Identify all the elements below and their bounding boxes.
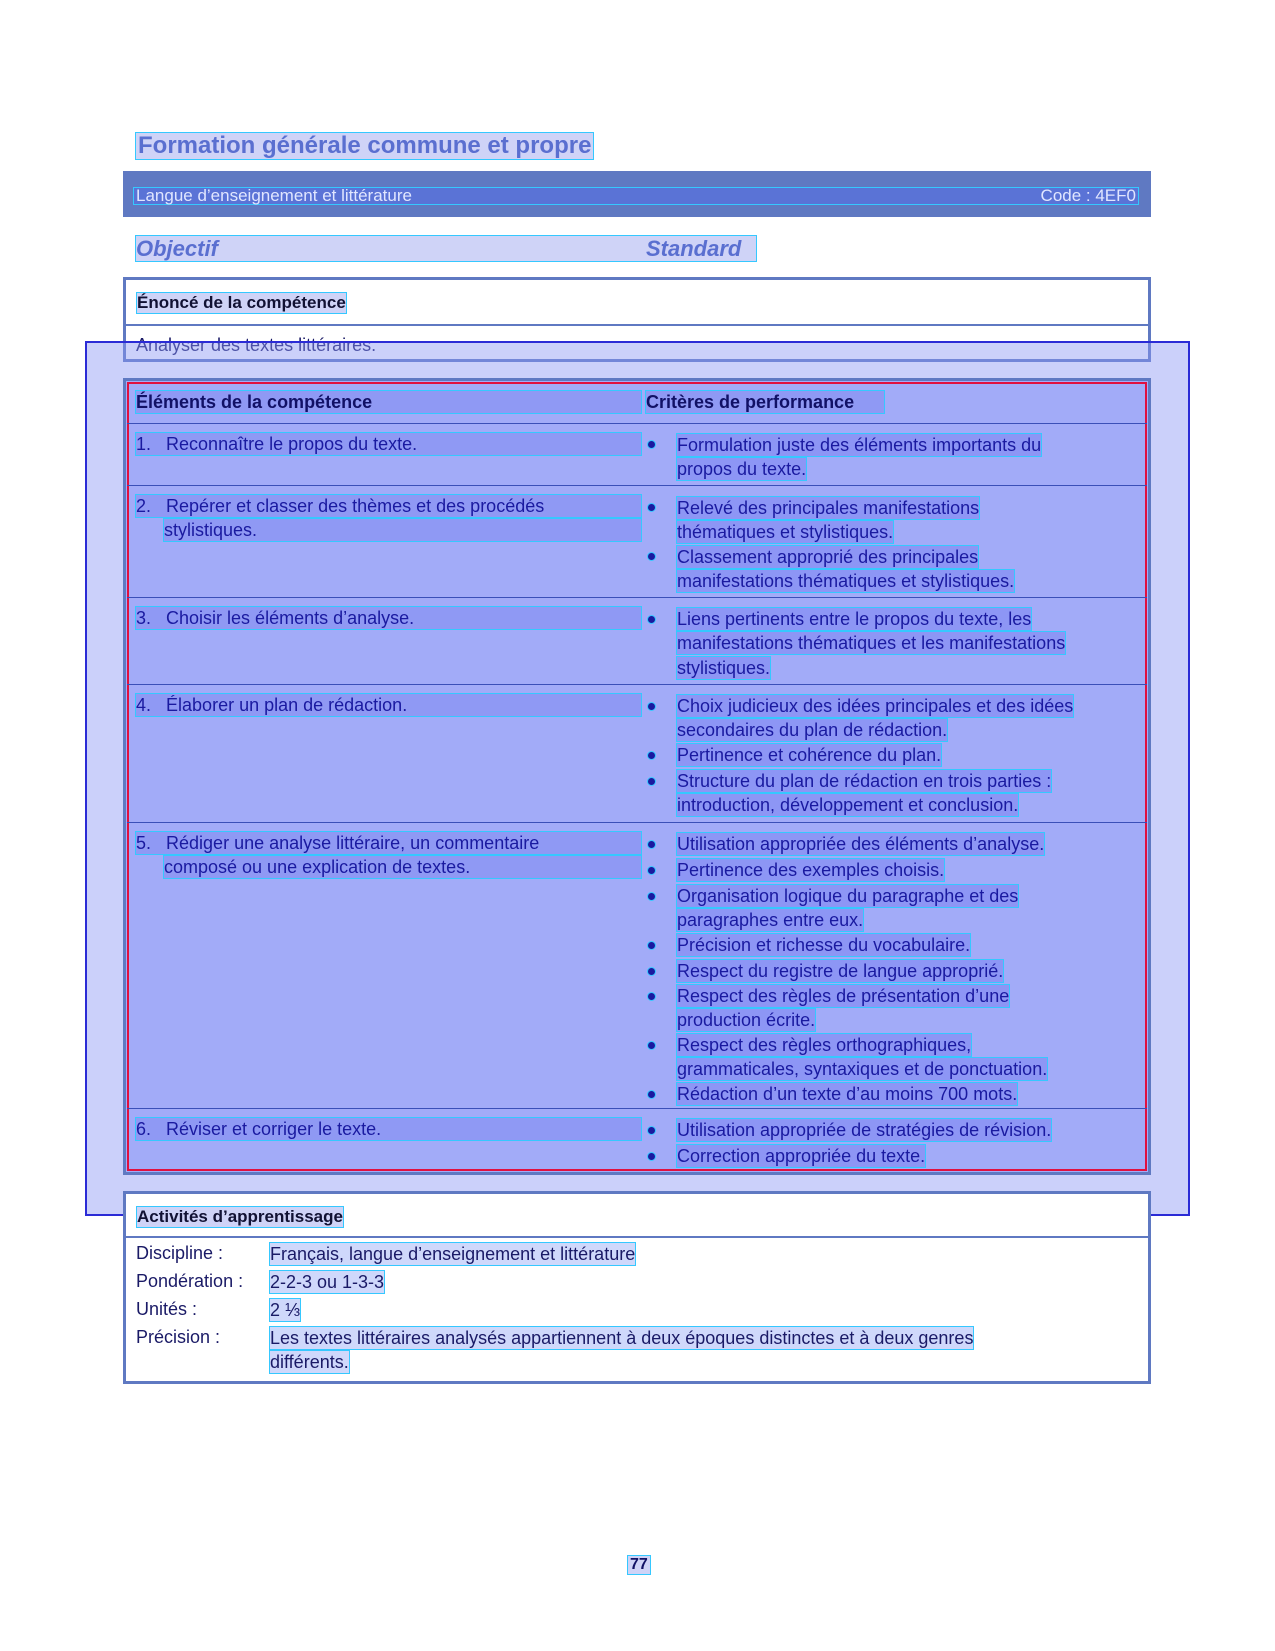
table-row-3-element: 3. Choisir les éléments d’analyse. (135, 606, 642, 630)
criterion-5-4: Précision et richesse du vocabulaire. (677, 935, 971, 955)
page-number: 77 (627, 1555, 651, 1575)
table-row-6-element: 6. Réviser et corriger le texte. (135, 1117, 642, 1141)
bullet-icon (647, 1126, 656, 1135)
discipline-value: Français, langue d’enseignement et littérature (270, 1244, 636, 1264)
bullet-icon (647, 892, 656, 901)
criterion-4-1-line2: secondaires du plan de rédaction. (677, 720, 948, 740)
bullet-icon (647, 866, 656, 875)
criterion-5-5: Respect du registre de langue approprié. (677, 961, 1004, 981)
page-title: Formation générale commune et propre (135, 132, 594, 160)
criterion-2-1-line1: Relevé des principales manifestations (677, 498, 980, 518)
bullet-icon (647, 1090, 656, 1099)
unites-value: 2 ⅓ (270, 1300, 301, 1320)
criterion-5-6-line1: Respect des règles de présentation d’une (677, 986, 1010, 1006)
competence-heading: Énoncé de la compétence (137, 293, 346, 312)
bullet-icon (647, 941, 656, 950)
criterion-5-7-line1: Respect des règles orthographiques, (677, 1035, 972, 1055)
bullet-icon (647, 967, 656, 976)
criterion-5-8: Rédaction d’un texte d’au moins 700 mots. (677, 1084, 1018, 1104)
criterion-5-2: Pertinence des exemples choisis. (677, 860, 945, 880)
objective-label: Objectif (136, 236, 218, 261)
criterion-3-1-line2: manifestations thématiques et les manifestations (677, 633, 1066, 653)
elements-column-header: Éléments de la compétence (135, 390, 642, 414)
criterion-3-1-line3: stylistiques. (677, 658, 771, 678)
course-code: Code : 4EF0 (1040, 186, 1136, 205)
criterion-5-6-line2: production écrite. (677, 1010, 816, 1030)
table-row-1-element: 1. Reconnaître le propos du texte. (135, 432, 642, 456)
competence-statement: Analyser des textes littéraires. (136, 335, 377, 355)
objective-row (135, 235, 757, 262)
criterion-1-1-line2: propos du texte. (677, 459, 807, 479)
bullet-icon (647, 751, 656, 760)
table-row-5-element: 5. Rédiger une analyse littéraire, un commentaire (135, 831, 642, 855)
bullet-icon (647, 1041, 656, 1050)
discipline-label: Discipline : (136, 1243, 224, 1263)
precision-label: Précision : (136, 1327, 221, 1347)
criterion-5-1: Utilisation appropriée des éléments d’analyse. (677, 834, 1045, 854)
criterion-6-2: Correction appropriée du texte. (677, 1146, 926, 1166)
ponderation-label: Pondération : (136, 1271, 244, 1291)
criterion-5-7-line2: grammaticales, syntaxiques et de ponctuation. (677, 1059, 1048, 1079)
criterion-3-1-line1: Liens pertinents entre le propos du texte, les (677, 609, 1032, 629)
bullet-icon (647, 615, 656, 624)
bullet-icon (647, 777, 656, 786)
bullet-icon (647, 992, 656, 1001)
bullet-icon (647, 503, 656, 512)
standard-label: Standard (646, 236, 742, 261)
bullet-icon (647, 552, 656, 561)
bullet-icon (647, 1152, 656, 1161)
table-row-2-element-line2: stylistiques. (163, 518, 642, 542)
bullet-icon (647, 702, 656, 711)
bullet-icon (647, 840, 656, 849)
criterion-5-3-line1: Organisation logique du paragraphe et des (677, 886, 1019, 906)
precision-value-line2: différents. (270, 1352, 349, 1372)
criterion-4-2: Pertinence et cohérence du plan. (677, 745, 942, 765)
ponderation-value: 2-2-3 ou 1-3-3 (270, 1272, 385, 1292)
criterion-4-3-line2: introduction, développement et conclusion. (677, 795, 1019, 815)
criterion-5-3-line2: paragraphes entre eux. (677, 910, 864, 930)
criterion-2-1-line2: thématiques et stylistiques. (677, 522, 894, 542)
bullet-icon (647, 440, 656, 449)
table-row-4-element: 4. Élaborer un plan de rédaction. (135, 693, 642, 717)
criterion-6-1: Utilisation appropriée de stratégies de révision. (677, 1120, 1052, 1140)
course-header-bar (123, 171, 1151, 217)
table-row-5-element-line2: composé ou une explication de textes. (163, 855, 642, 879)
criterion-1-1-line1: Formulation juste des éléments importants du (677, 435, 1042, 455)
activities-heading: Activités d’apprentissage (137, 1207, 343, 1226)
criterion-4-3-line1: Structure du plan de rédaction en trois parties : (677, 771, 1052, 791)
criteria-column-header: Critères de performance (645, 390, 885, 414)
course-discipline: Langue d’enseignement et littérature (136, 186, 412, 205)
unites-label: Unités : (136, 1299, 198, 1319)
table-row-2-element: 2. Repérer et classer des thèmes et des procédés (135, 494, 642, 518)
criterion-2-2-line2: manifestations thématiques et stylistiques. (677, 571, 1015, 591)
activities-box (123, 1191, 1151, 1384)
precision-value-line1: Les textes littéraires analysés appartiennent à deux époques distinctes et à deux genres (270, 1328, 974, 1348)
criterion-4-1-line1: Choix judicieux des idées principales et des idées (677, 696, 1074, 716)
criterion-2-2-line1: Classement approprié des principales (677, 547, 979, 567)
